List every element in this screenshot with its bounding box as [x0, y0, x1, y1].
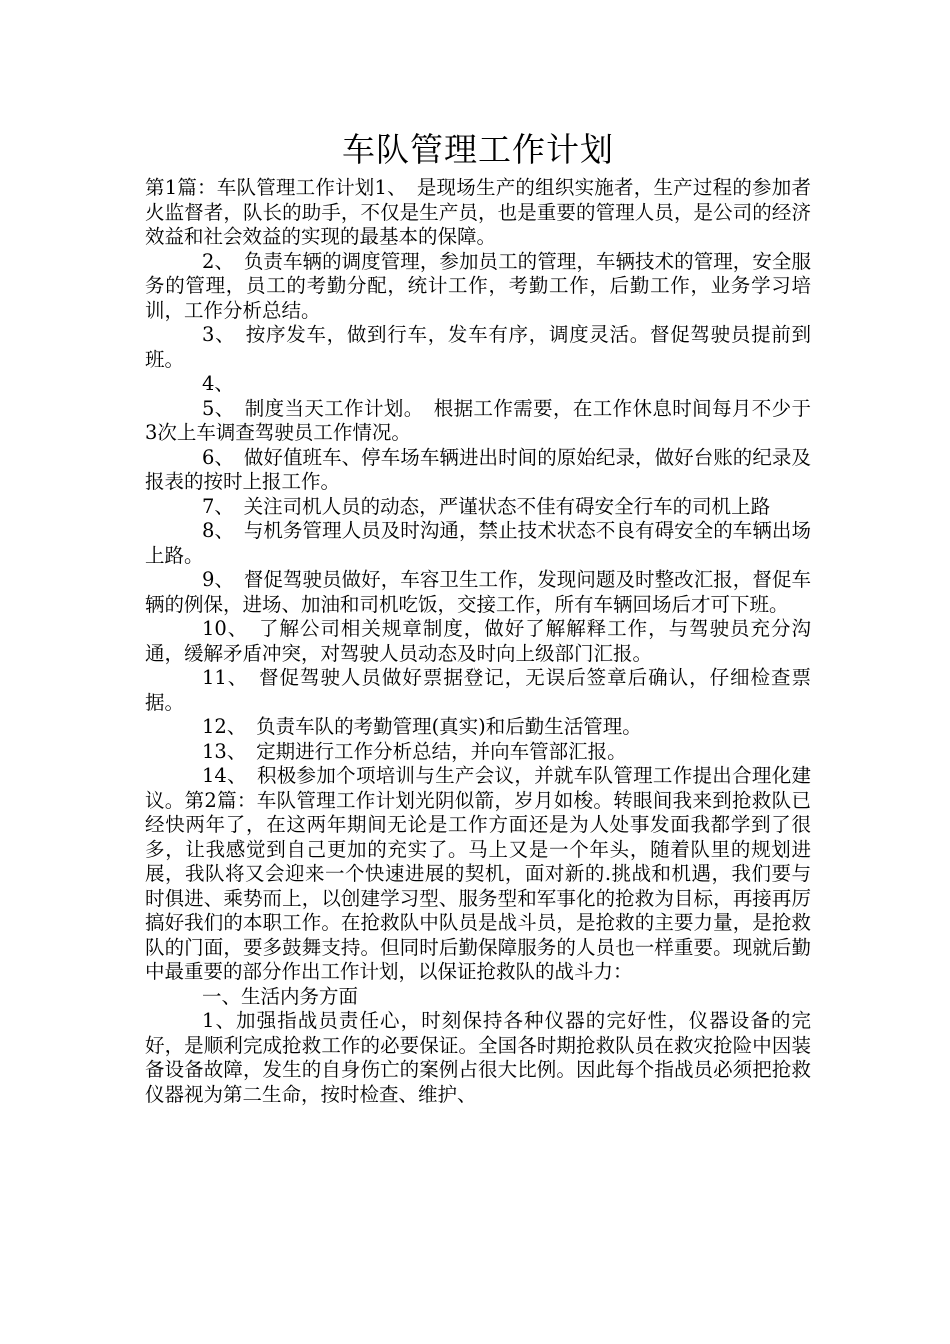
document-body: [145, 176, 811, 1107]
paragraph: 13、 定期进行工作分析总结，并向车管部汇报。: [202, 739, 627, 763]
paragraph: 4、: [202, 372, 234, 395]
section-heading: 一、生活内务方面: [202, 984, 359, 1008]
paragraph: 7、 关注司机人员的动态，严谨状态不佳有碍安全行车的司机上路: [202, 494, 771, 518]
document-page: [145, 124, 811, 1107]
paragraph: 12、 负责车队的考勤管理(真实)和后勤生活管理。: [202, 715, 642, 738]
paragraph: 第1篇：车队管理工作计划1、 是现场生产的组织实施者，生产过程的参加者火监督者，队长的助手，不仅是生产员，也是重要的管理人员，是公司的经济效益和社会效益的实现的最基本的保障。: [145, 176, 811, 248]
paragraph: 11、 督促驾驶人员做好票据登记，无误后签章后确认，仔细检查票据。: [145, 666, 811, 714]
paragraph: 1、加强指战员责任心，时刻保持各种仪器的完好性，仪器设备的完好，是顺利完成抢救工作的必要保证。全国各时期抢救队员在救灾抢险中因装备设备故障，发生的自身伤亡的案例占很大比例。因此每个指战员必须把抢救仪器视为第二生命，按时检查、维护、: [145, 1009, 811, 1106]
paragraph: 10、 了解公司相关规章制度，做好了解解释工作，与驾驶员充分沟通，缓解矛盾冲突，对驾驶人员动态及时向上级部门汇报。: [145, 617, 811, 665]
paragraph: 5、 制度当天工作计划。 根据工作需要，在工作休息时间每月不少于3次上车调查驾驶员工作情况。: [145, 396, 811, 444]
paragraph: 6、 做好值班车、停车场车辆进出时间的原始纪录，做好台账的纪录及报表的按时上报工作。: [145, 445, 811, 493]
paragraph: 14、 积极参加个项培训与生产会议，并就车队管理工作提出合理化建议。第2篇：车队管理工作计划光阴似箭，岁月如梭。转眼间我来到抢救队已经快两年了，在这两年期间无论是工作方面还是为人处事发面我都学到了很多，让我感觉到自己更加的充实了。马上又是一个年头，随着队里的规划进展，我队将又会迎来一个快速进展的契机，面对新的.挑战和机遇，我们要与时俱进、乘势而上，以创建学习型、服务型和军事化的抢救为目标，再接再厉搞好我们的本职工作。在抢救队中队员是战斗员，是抢救的主要力量，是抢救队的门面，要多鼓舞支持。但同时后勤保障服务的人员也一样重要。现就后勤中最重要的部分作出工作计划，以保证抢救队的战斗力：: [145, 764, 811, 983]
document-title: 车队管理工作计划: [342, 130, 614, 169]
paragraph: 8、 与机务管理人员及时沟通，禁止技术状态不良有碍安全的车辆出场上路。: [145, 519, 811, 567]
paragraph: 9、 督促驾驶员做好，车容卫生工作，发现问题及时整改汇报，督促车辆的例保，进场、加油和司机吃饭，交接工作，所有车辆回场后才可下班。: [145, 568, 811, 616]
paragraph: 2、 负责车辆的调度管理，参加员工的管理，车辆技术的管理，安全服务的管理，员工的考勤分配，统计工作，考勤工作，后勤工作，业务学习培训，工作分析总结。: [145, 249, 811, 322]
paragraph: 3、 按序发车，做到行车，发车有序，调度灵活。督促驾驶员提前到班。: [145, 323, 811, 371]
